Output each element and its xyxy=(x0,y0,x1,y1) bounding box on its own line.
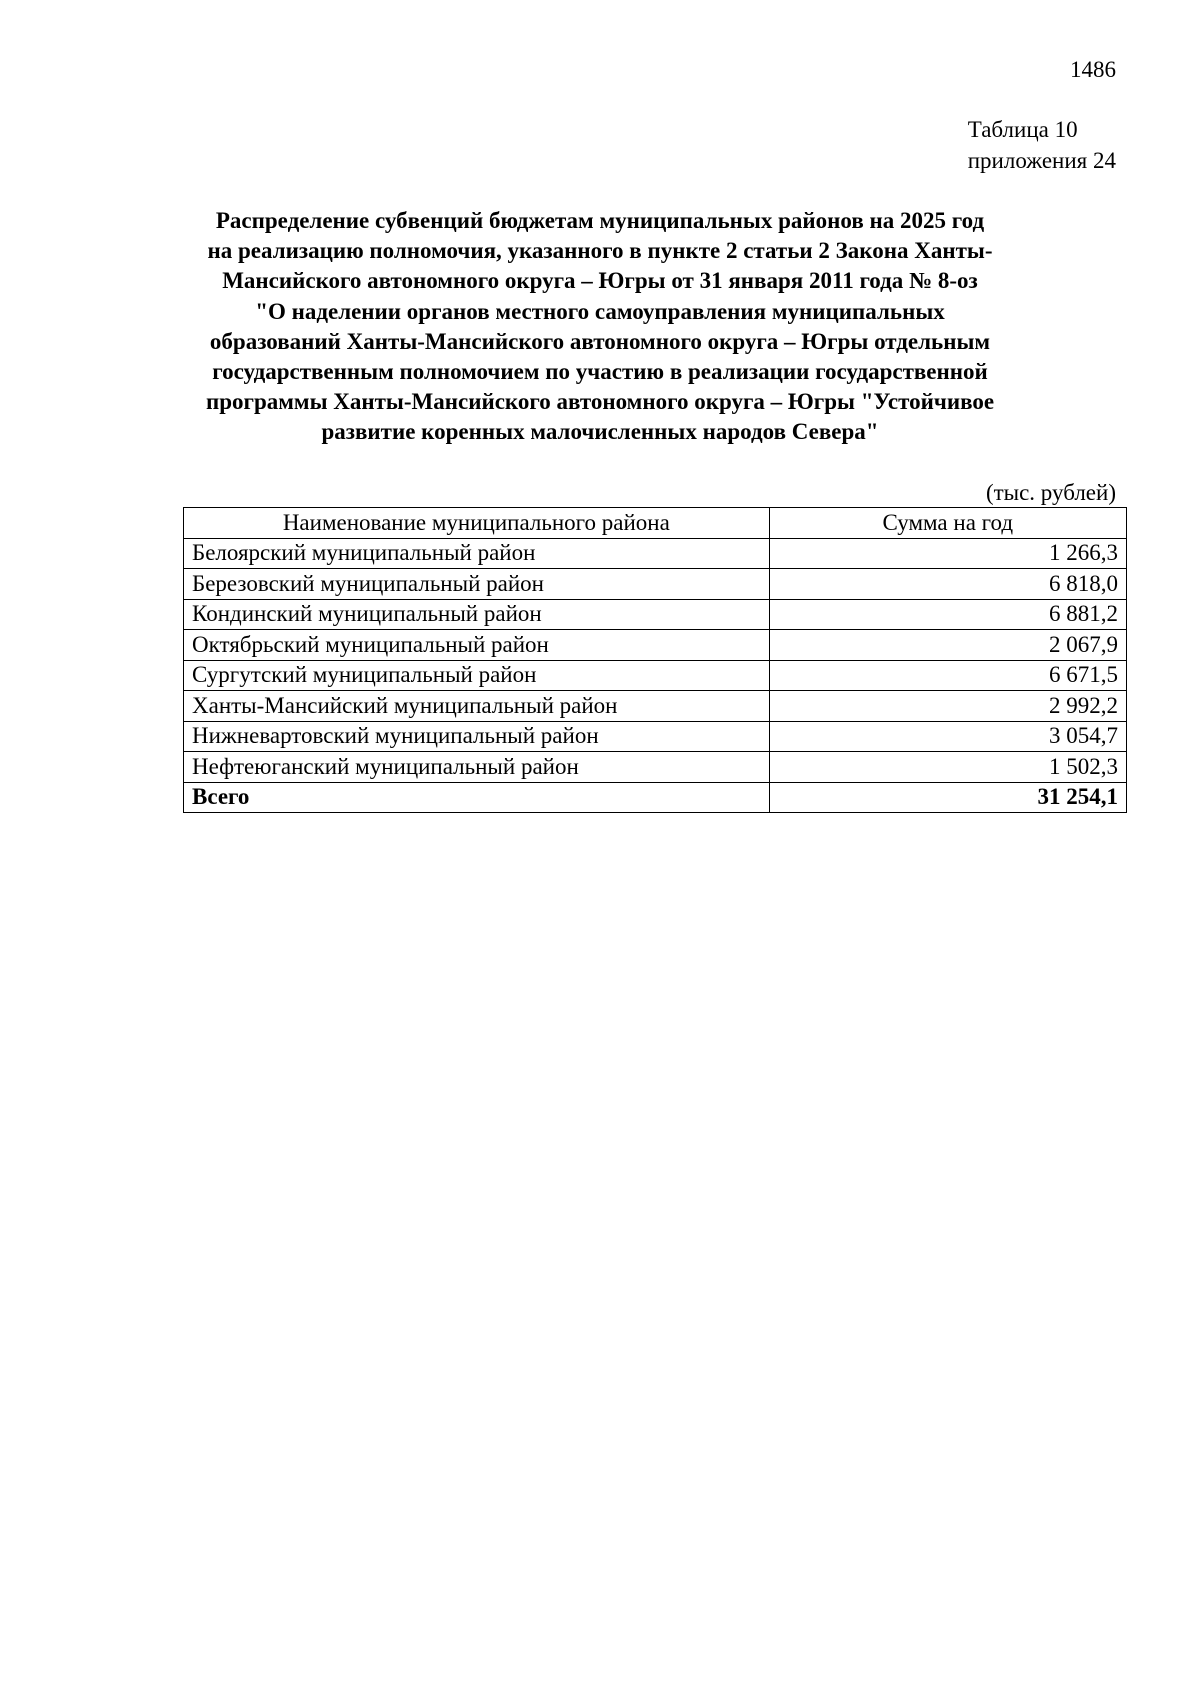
document-title xyxy=(150,206,1050,448)
district-amount: 6 818,0 xyxy=(769,569,1126,600)
total-row xyxy=(184,782,1127,813)
district-name: Сургутский муниципальный район xyxy=(184,660,770,691)
table-row xyxy=(184,599,1127,630)
district-name: Октябрьский муниципальный район xyxy=(184,630,770,661)
district-amount: 3 054,7 xyxy=(769,721,1126,752)
appendix-number: приложения 24 xyxy=(967,148,1116,173)
column-header-amount: Сумма на год xyxy=(769,508,1126,539)
district-amount: 6 881,2 xyxy=(769,599,1126,630)
district-name: Нефтеюганский муниципальный район xyxy=(184,752,770,783)
title-line: государственным полномочием по участию в реализации государственной xyxy=(212,359,988,385)
district-amount: 2 067,9 xyxy=(769,630,1126,661)
table-row xyxy=(184,660,1127,691)
district-name: Белоярский муниципальный район xyxy=(184,538,770,569)
district-name: Кондинский муниципальный район xyxy=(184,599,770,630)
column-header-district: Наименование муниципального района xyxy=(184,508,770,539)
subvention-table xyxy=(183,507,1127,813)
district-amount: 1 502,3 xyxy=(769,752,1126,783)
district-amount: 1 266,3 xyxy=(769,538,1126,569)
total-amount: 31 254,1 xyxy=(769,782,1126,813)
district-amount: 6 671,5 xyxy=(769,660,1126,691)
table-row xyxy=(184,721,1127,752)
table-row xyxy=(184,538,1127,569)
title-line: Мансийского автономного округа – Югры от 31 января 2011 года № 8-оз xyxy=(222,268,978,294)
district-name: Ханты-Мансийский муниципальный район xyxy=(184,691,770,722)
total-label: Всего xyxy=(184,782,770,813)
title-line: развитие коренных малочисленных народов Севера" xyxy=(321,419,879,445)
district-name: Березовский муниципальный район xyxy=(184,569,770,600)
table-row xyxy=(184,752,1127,783)
title-line: "О наделении органов местного самоуправления муниципальных xyxy=(255,298,945,324)
table-row xyxy=(184,691,1127,722)
table-header-row xyxy=(184,508,1127,539)
title-line: образований Ханты-Мансийского автономного округа – Югры отдельным xyxy=(209,328,991,354)
title-line: программы Ханты-Мансийского автономного округа – Югры "Устойчивое xyxy=(205,389,995,415)
district-name: Нижневартовский муниципальный район xyxy=(184,721,770,752)
table-number: Таблица 10 xyxy=(967,117,1078,142)
page-number: 1486 xyxy=(1070,57,1116,82)
table-row xyxy=(184,630,1127,661)
title-line: Распределение субвенций бюджетам муниципальных районов на 2025 год xyxy=(215,208,985,233)
table-row xyxy=(184,569,1127,600)
table-reference xyxy=(968,114,1116,176)
title-line: на реализацию полномочия, указанного в пункте 2 статьи 2 Закона Ханты- xyxy=(207,238,993,264)
units-label: (тыс. рублей) xyxy=(985,480,1116,505)
district-amount: 2 992,2 xyxy=(769,691,1126,722)
